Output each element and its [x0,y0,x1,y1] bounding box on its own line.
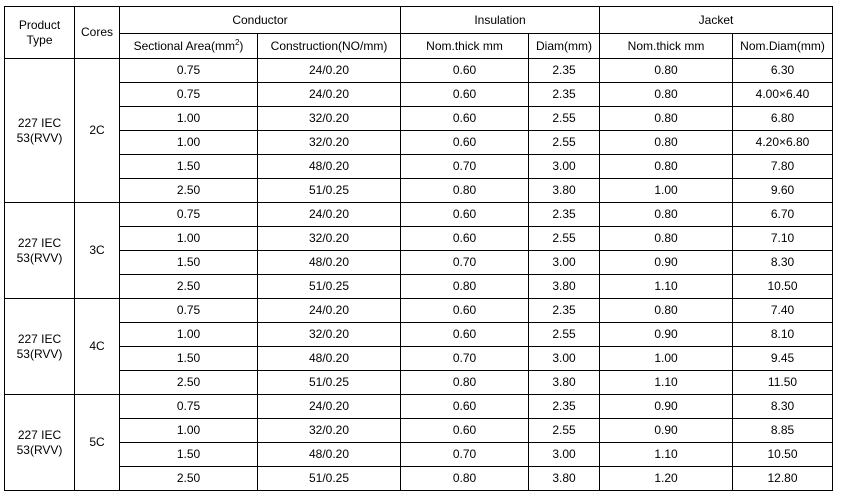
construction-cell: 32/0.20 [258,227,401,251]
jacket-diam-cell: 8.30 [733,395,833,419]
jacket-diam-cell: 9.45 [733,347,833,371]
product-type-header: Product Type [5,7,75,59]
construction-cell: 32/0.20 [258,131,401,155]
jacket-diam-cell: 8.30 [733,251,833,275]
cores-header: Cores [75,7,120,59]
insulation-thick-cell: 0.60 [401,299,529,323]
jacket-thick-cell: 0.90 [600,395,733,419]
sectional-area-cell: 1.50 [120,347,258,371]
insulation-diam-cell: 3.80 [529,371,600,395]
jacket-thick-cell: 1.10 [600,275,733,299]
table-row [5,443,833,467]
jacket-nom-thick-header: Nom.thick mm [600,34,733,59]
construction-cell: 48/0.20 [258,443,401,467]
sectional-area-cell: 0.75 [120,59,258,83]
sectional-area-cell: 1.00 [120,323,258,347]
sectional-area-cell: 0.75 [120,83,258,107]
table-row [5,179,833,203]
jacket-diam-cell: 8.85 [733,419,833,443]
cores-cell: 2C [75,59,120,203]
insulation-thick-cell: 0.80 [401,371,529,395]
insulation-thick-cell: 0.80 [401,275,529,299]
cable-spec-table [4,6,833,491]
product-type-cell: 227 IEC 53(RVV) [5,299,75,395]
insulation-diam-cell: 2.55 [529,227,600,251]
insulation-diam-cell: 2.35 [529,83,600,107]
insulation-thick-cell: 0.60 [401,395,529,419]
table-row [5,467,833,491]
jacket-thick-cell: 0.80 [600,227,733,251]
jacket-diam-cell: 6.70 [733,203,833,227]
jacket-thick-cell: 0.90 [600,251,733,275]
construction-cell: 32/0.20 [258,419,401,443]
jacket-thick-cell: 0.80 [600,203,733,227]
construction-cell: 32/0.20 [258,323,401,347]
insulation-thick-cell: 0.70 [401,251,529,275]
insulation-thick-cell: 0.70 [401,155,529,179]
insulation-thick-cell: 0.80 [401,467,529,491]
jacket-thick-cell: 0.80 [600,131,733,155]
sectional-area-cell: 2.50 [120,467,258,491]
table-row [5,107,833,131]
construction-cell: 24/0.20 [258,299,401,323]
jacket-header: Jacket [600,7,833,34]
jacket-thick-cell: 1.10 [600,371,733,395]
insulation-diam-cell: 2.55 [529,323,600,347]
insulation-thick-cell: 0.60 [401,131,529,155]
sectional-area-cell: 1.00 [120,419,258,443]
construction-cell: 51/0.25 [258,275,401,299]
cores-cell: 3C [75,203,120,299]
table-row [5,83,833,107]
jacket-thick-cell: 1.10 [600,443,733,467]
jacket-thick-cell: 0.80 [600,299,733,323]
table-row [5,227,833,251]
insulation-nom-thick-header: Nom.thick mm [401,34,529,59]
construction-cell: 51/0.25 [258,371,401,395]
jacket-nom-diam-header: Nom.Diam(mm) [733,34,833,59]
insulation-diam-cell: 3.00 [529,251,600,275]
product-type-cell: 227 IEC 53(RVV) [5,395,75,491]
table-row [5,59,833,83]
jacket-diam-cell: 9.60 [733,179,833,203]
sectional-area-cell: 2.50 [120,179,258,203]
sectional-area-cell: 1.50 [120,155,258,179]
cores-cell: 4C [75,299,120,395]
product-type-cell: 227 IEC 53(RVV) [5,203,75,299]
sectional-area-cell: 1.00 [120,107,258,131]
insulation-diam-cell: 3.00 [529,443,600,467]
table-row [5,275,833,299]
insulation-diam-cell: 2.35 [529,203,600,227]
construction-cell: 24/0.20 [258,59,401,83]
insulation-thick-cell: 0.60 [401,59,529,83]
jacket-thick-cell: 1.00 [600,179,733,203]
insulation-diam-cell: 3.80 [529,467,600,491]
sectional-area-cell: 2.50 [120,275,258,299]
jacket-diam-cell: 8.10 [733,323,833,347]
sectional-area-cell: 1.00 [120,131,258,155]
jacket-diam-cell: 4.20×6.80 [733,131,833,155]
jacket-diam-cell: 7.80 [733,155,833,179]
insulation-thick-cell: 0.60 [401,227,529,251]
construction-cell: 51/0.25 [258,467,401,491]
table-row [5,203,833,227]
insulation-diam-cell: 2.35 [529,395,600,419]
construction-header: Construction(NO/mm) [258,34,401,59]
jacket-diam-cell: 6.80 [733,107,833,131]
jacket-diam-cell: 10.50 [733,443,833,467]
sectional-area-cell: 1.00 [120,227,258,251]
insulation-thick-cell: 0.60 [401,203,529,227]
insulation-header: Insulation [401,7,600,34]
jacket-diam-cell: 7.40 [733,299,833,323]
jacket-thick-cell: 0.90 [600,323,733,347]
insulation-diam-cell: 2.55 [529,131,600,155]
jacket-thick-cell: 0.80 [600,59,733,83]
insulation-thick-cell: 0.80 [401,179,529,203]
jacket-thick-cell: 0.90 [600,419,733,443]
table-row [5,299,833,323]
table-row [5,395,833,419]
table-row [5,155,833,179]
jacket-diam-cell: 4.00×6.40 [733,83,833,107]
jacket-thick-cell: 0.80 [600,107,733,131]
insulation-diam-cell: 2.35 [529,59,600,83]
product-type-cell: 227 IEC 53(RVV) [5,59,75,203]
construction-cell: 48/0.20 [258,347,401,371]
insulation-diam-cell: 3.80 [529,275,600,299]
sectional-area-cell: 2.50 [120,371,258,395]
jacket-diam-cell: 6.30 [733,59,833,83]
table-row [5,131,833,155]
insulation-thick-cell: 0.60 [401,419,529,443]
construction-cell: 48/0.20 [258,155,401,179]
table-row [5,419,833,443]
insulation-thick-cell: 0.60 [401,323,529,347]
jacket-thick-cell: 0.80 [600,155,733,179]
construction-cell: 51/0.25 [258,179,401,203]
insulation-diam-cell: 3.00 [529,347,600,371]
jacket-diam-cell: 11.50 [733,371,833,395]
insulation-diam-cell: 2.55 [529,107,600,131]
jacket-thick-cell: 1.00 [600,347,733,371]
construction-cell: 24/0.20 [258,395,401,419]
jacket-diam-cell: 12.80 [733,467,833,491]
table-row [5,347,833,371]
sectional-area-cell: 0.75 [120,203,258,227]
jacket-diam-cell: 10.50 [733,275,833,299]
construction-cell: 24/0.20 [258,83,401,107]
sectional-area-cell: 0.75 [120,395,258,419]
cores-cell: 5C [75,395,120,491]
insulation-diam-cell: 3.80 [529,179,600,203]
sectional-area-cell: 1.50 [120,443,258,467]
jacket-diam-cell: 7.10 [733,227,833,251]
insulation-diam-header: Diam(mm) [529,34,600,59]
construction-cell: 32/0.20 [258,107,401,131]
conductor-header: Conductor [120,7,401,34]
insulation-thick-cell: 0.70 [401,347,529,371]
insulation-thick-cell: 0.70 [401,443,529,467]
insulation-diam-cell: 2.35 [529,299,600,323]
sectional-area-cell: 1.50 [120,251,258,275]
jacket-thick-cell: 0.80 [600,83,733,107]
construction-cell: 24/0.20 [258,203,401,227]
jacket-thick-cell: 1.20 [600,467,733,491]
insulation-diam-cell: 2.55 [529,419,600,443]
sectional-area-header: Sectional $Area(mm^2)$ [120,34,258,59]
table-row [5,371,833,395]
insulation-thick-cell: 0.60 [401,107,529,131]
insulation-diam-cell: 3.00 [529,155,600,179]
insulation-thick-cell: 0.60 [401,83,529,107]
table-row [5,323,833,347]
table-body [5,59,833,491]
construction-cell: 48/0.20 [258,251,401,275]
sectional-area-cell: 0.75 [120,299,258,323]
table-row [5,251,833,275]
